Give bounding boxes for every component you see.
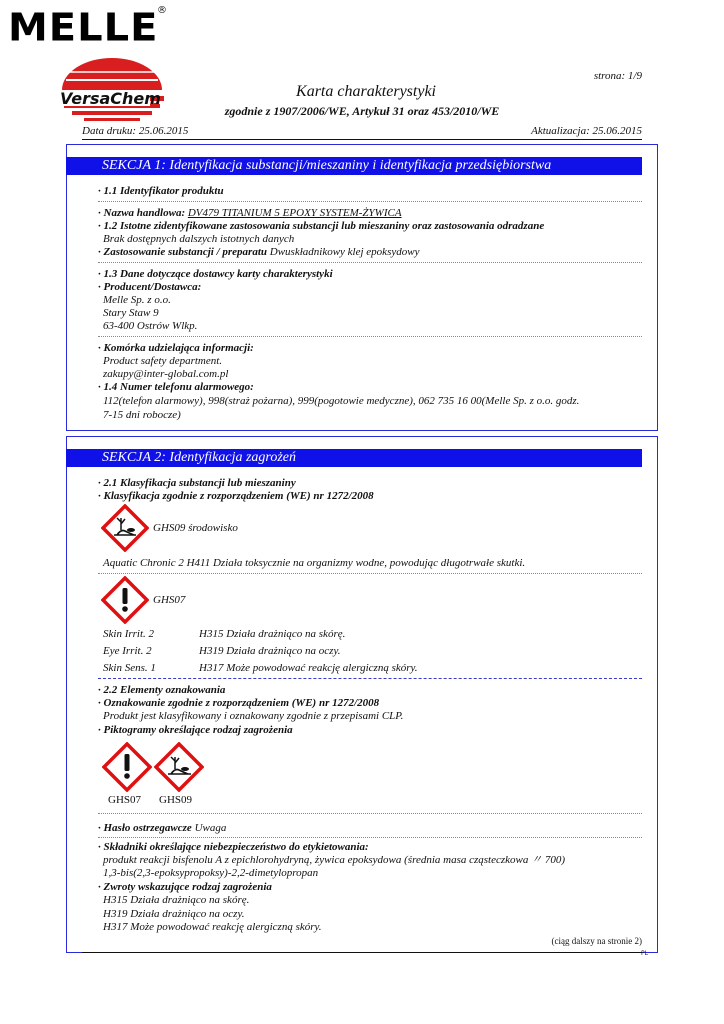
producer-city: 63-400 Ostrów Wlkp. [103,320,198,332]
trade-name-label: · Nazwa handlowa: [98,207,186,219]
signal-word-label: · Hasło ostrzegawcze [98,822,192,834]
section-1-title: SEKCJA 1: Identyfikacja substancji/mieszaniny i identyfikacja przedsiębiorstwa [66,157,642,175]
pictograms-heading: · Piktogramy określające rodzaj zagrożenia [98,724,293,736]
hazard-statement: H315 Działa drażniąco na skórę. [199,628,346,640]
no-further-data-text: Brak dostępnych dalszych istotnych danych [103,233,295,245]
pictogram-ghs09-label: GHS09 [159,794,193,806]
hazard-statement-h315: H315 Działa drażniąco na skórę. [103,894,250,906]
emergency-phone-line-2: 7-15 dni robocze) [103,409,181,421]
dotted-separator [98,837,642,838]
continued-note: (ciąg dalszy na stronie 2) [551,936,642,946]
hazard-statement: H319 Działa drażniąco na oczy. [199,645,341,657]
pictogram-ghs07-label: GHS07 [108,794,142,806]
hazardous-component-1: produkt reakcji bisfenolu A z epichlorohydryną, żywica epoksydowa (średnia masa cząsteczkowa 〃 700) [103,854,566,866]
contact-email: zakupy@inter-global.com.pl [103,368,229,380]
document-subtitle: zgodnie z 1907/2006/WE, Artykuł 31 oraz 453/2010/WE [224,104,500,118]
signal-word-value: Uwaga [194,822,227,834]
dotted-separator [98,201,642,202]
substance-use-value: Dwuskładnikowy klej epoksydowy [269,246,420,258]
trade-name-value: DV479 TITANIUM 5 EPOXY SYSTEM-ŻYWICA [187,207,402,219]
clp-statement: Produkt jest klasyfikowany i oznakowany zgodnie z przepisami CLP. [103,710,404,722]
product-identifier-heading: · 1.1 Identyfikator produktu [98,185,224,197]
footer-divider [82,952,642,953]
hazardous-component-2: 1,3-bis(2,3-epoksypropoksy)-2,2-dimetylopropan [103,867,319,879]
update-date: Aktualizacja: 25.06.2015 [531,125,642,137]
registered-mark: ® [157,5,167,16]
dotted-separator [98,336,642,337]
aquatic-chronic-hazard: Aquatic Chronic 2 H411 Działa toksycznie na organizmy wodne, powodując długotrwałe skutki. [103,557,526,569]
document-title: Karta charakterystyki [296,83,436,100]
pictogram-ghs07-icon [102,742,152,792]
section-2-title: SEKCJA 2: Identyfikacja zagrożeń [66,449,642,467]
trade-name-row [98,207,402,220]
page-number: strona: 1/9 [593,70,642,82]
ghs07-label: GHS07 [153,594,186,606]
signal-word-row [98,822,226,835]
producer-street: Stary Staw 9 [103,307,159,319]
supplier-heading: · 1.3 Dane dotyczące dostawcy karty charakterystyki [98,268,333,280]
ghs09-environment-icon [101,504,149,552]
identified-uses-heading: · 1.2 Istotne zidentyfikowane zastosowania substancji lub mieszaniny oraz zastosowania odradzane [98,220,545,232]
producer-label: · Producent/Dostawca: [98,281,202,293]
substance-use-label: · Zastosowanie substancji / preparatu [98,246,268,258]
ghs07-exclamation-icon [101,576,149,624]
melle-logo: MELLE [8,6,159,50]
info-department-value: Product safety department. [103,355,223,367]
producer-name: Melle Sp. z o.o. [103,294,171,306]
emergency-phone-label: · 1.4 Numer telefonu alarmowego: [98,381,254,393]
classification-heading: · 2.1 Klasyfikacja substancji lub mieszaniny [98,477,296,489]
ghs09-label: GHS09 środowisko [153,522,238,534]
hazard-statement: H317 Może powodować reakcję alergiczną skóry. [199,662,418,674]
hazardous-components-label: · Składniki określające niebezpieczeństwo do etykietowania: [98,841,369,853]
dotted-separator [98,262,642,263]
versachem-wordmark: VersaChem [60,89,161,108]
print-date: Data druku: 25.06.2015 [82,125,189,137]
info-department-label: · Komórka udzielająca informacji: [98,342,254,354]
emergency-phone-line-1: 112(telefon alarmowy), 998(straż pożarna), 999(pogotowie medyczne), 062 735 16 00(Melle Sp. z o.o. godz. [103,395,580,407]
label-elements-heading: · 2.2 Elementy oznakowania [98,684,226,696]
hazard-statement-h317: H317 Może powodować reakcję alergiczną skóry. [103,921,322,933]
language-code: PL [641,950,648,957]
dashed-separator [98,678,642,679]
hazard-statements-heading: · Zwroty wskazujące rodzaj zagrożenia [98,881,272,893]
dotted-separator [98,573,642,574]
labelling-regulation: · Oznakowanie zgodnie z rozporządzeniem (WE) nr 1272/2008 [98,697,380,709]
classification-regulation: · Klasyfikacja zgodnie z rozporządzeniem (WE) nr 1272/2008 [98,490,374,502]
hazard-class: Skin Irrit. 2 [103,628,155,640]
pictogram-ghs09-icon [154,742,204,792]
substance-use-row [98,246,419,259]
hazard-statement-h319: H319 Działa drażniąco na oczy. [103,908,245,920]
header-divider [82,139,642,140]
hazard-class: Skin Sens. 1 [103,662,156,674]
dotted-separator [98,813,642,814]
hazard-class: Eye Irrit. 2 [103,645,152,657]
